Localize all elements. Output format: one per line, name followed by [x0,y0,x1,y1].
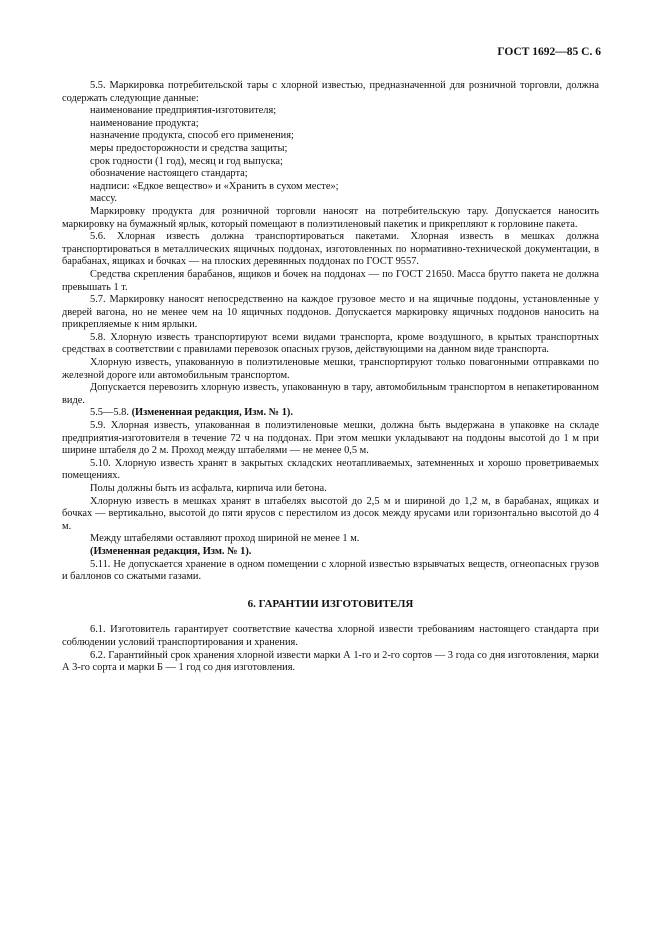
paragraph: 5.9. Хлорная известь, упакованная в полиэтиленовые мешки, должна быть выдержана в упаковке на складе предприятия-изготовителя в течение 72 ч на поддонах. При этом мешки укладывают на поддоны высотой до 1 м при ширине штабеля до 2 м. Проход между штабелями — не менее 0,5 м. [62,420,599,457]
paragraph: Средства скрепления барабанов, ящиков и бочек на поддонах — по ГОСТ 21650. Масса брутто пакета не должна превышать 1 т. [62,268,599,293]
paragraph: наименование предприятия-изготовителя; [90,105,277,117]
paragraph: 6.1. Изготовитель гарантирует соответствие качества хлорной извести требованиям настоящего стандарта при соблюдении условий транспортирования и хранения. [62,624,599,648]
amendment-note: (Измененная редакция, Изм. № 1). [131,407,293,419]
paragraph: 5.10. Хлорную известь хранят в закрытых складских неотапливаемых, затемненных и хорошо проветриваемых помещениях. [62,457,599,482]
paragraph: Хлорную известь, упакованную в полиэтиленовые мешки, транспортируют только повагонными отправками по железной дороге или автомобильным транспортом. [62,357,599,381]
paragraph: надписи: «Едкое вещество» и «Хранить в сухом месте»; [90,180,339,192]
section-title: 6. ГАРАНТИИ ИЗГОТОВИТЕЛЯ [247,597,414,610]
paragraph: наименование продукта; [90,117,199,129]
paragraph: обозначение настоящего стандарта; [90,168,248,180]
paragraph: 5.5—5.8. (Измененная редакция, Изм. № 1). [90,407,293,419]
paragraph: (Измененная редакция, Изм. № 1). [90,545,252,557]
paragraph: 5.11. Не допускается хранение в одном помещении с хлорной известью взрывчатых веществ, огнеопасных грузов и баллонов со сжатыми газами. [62,558,599,583]
paragraph: 6.2. Гарантийный срок хранения хлорной извести марки А 1-го и 2-го сортов — 3 года со дня изготовления, марки А 3-го сорта и марки Б — 1 год со дня изготовления. [62,649,599,674]
paragraph: Хлорную известь в мешках хранят в штабелях высотой до 2,5 м и шириной до 1,2 м, в барабанах, ящиках и бочках — вертикально, высотой до пяти ярусов с перестилом из досок между ярусами или горизонтально высотой до 4 м. [62,495,599,532]
paragraph: Полы должны быть из асфальта, кирпича или бетона. [90,483,327,494]
paragraph: меры предосторожности и средства защиты; [90,142,288,154]
document-body [62,80,599,675]
section-6-paragraphs [62,624,599,674]
paragraph: Допускается перевозить хлорную известь, упакованную в тару, автомобильным транспортом в непакетированном виде. [62,382,599,406]
paragraph: Маркировку продукта для розничной торговли наносят на потребительскую тару. Допускается наносить маркировку на бумажный ярлык, который помещают в полиэтиленовый пакетик и прикрепляют к горловине пакета. [62,205,599,230]
paragraph: массу. [90,193,117,205]
paragraph: 5.6. Хлорная известь должна транспортироваться пакетами. Хлорная известь в мешках должна транспортироваться в металлических ящичных поддонах, изготовленных по нормативно-технической документации, в барабанах, ящиках и бочках — на плоских деревянных поддонах по ГОСТ 9557. [62,231,599,268]
paragraph: 5.7. Маркировку наносят непосредственно на каждое грузовое место и на ящичные поддоны, установленные у дверей вагона, но не менее чем на 10 ящичных поддонов. Допускается маркировку ящичных поддонов наносить на прикрепляемые к ним ярлыки. [62,294,599,331]
page-header: ГОСТ 1692—85 С. 6 [497,46,601,58]
section-5-paragraphs [62,80,599,584]
paragraph: назначение продукта, способ его применения; [90,130,294,142]
paragraph: 5.8. Хлорную известь транспортируют всеми видами транспорта, кроме воздушного, в крытых транспортных средствах в соответствии с правилами перевозок опасных грузов, действующими на данном виде транспорта. [62,331,599,356]
paragraph: Между штабелями оставляют проход шириной не менее 1 м. [90,533,360,545]
paragraph: срок годности (1 год), месяц и год выпуска; [90,155,283,167]
paragraph: 5.5. Маркировка потребительской тары с хлорной известью, предназначенной для розничной торговли, должна содержать следующие данные: [62,80,599,104]
